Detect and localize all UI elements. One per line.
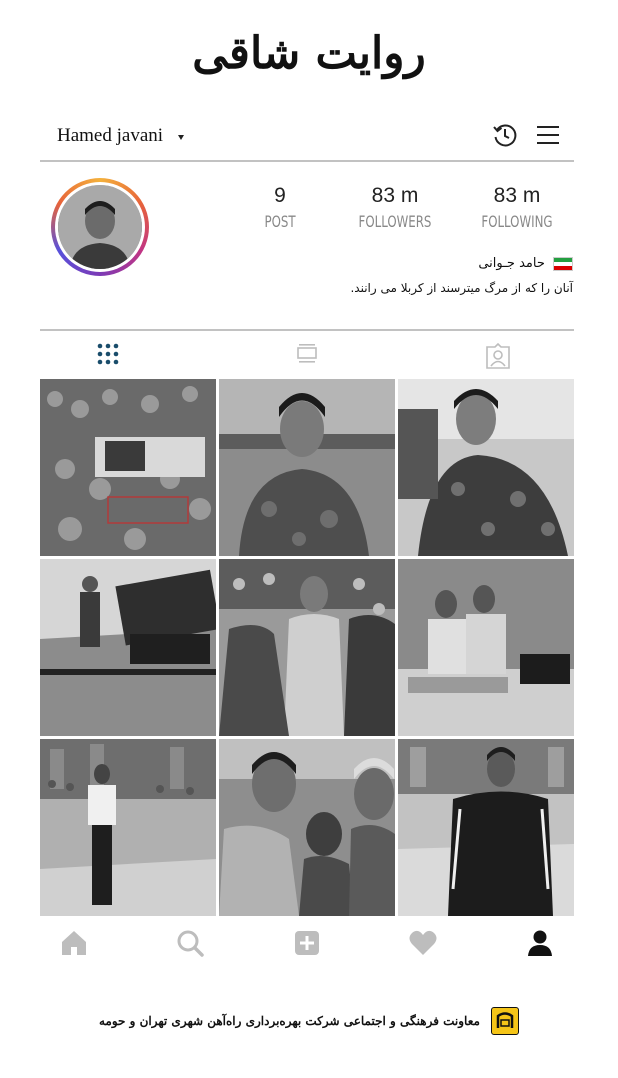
bio-text: آنان را که از مرگ میترسند از کربلا می رانند.	[350, 281, 573, 295]
sponsor-footer	[0, 1007, 618, 1037]
following-count: 83 m	[493, 184, 541, 207]
history-icon[interactable]	[492, 122, 518, 148]
grid-photo-6[interactable]	[398, 559, 574, 736]
add-post-icon[interactable]	[292, 928, 322, 958]
stack-icon	[296, 343, 318, 365]
heart-icon[interactable]	[408, 928, 438, 958]
brand-logo: روایت شاقی	[192, 28, 426, 79]
profile-photo	[58, 185, 142, 269]
following-label: FOLLOWING	[481, 212, 553, 231]
home-icon[interactable]	[59, 928, 89, 958]
tagged-user-icon	[485, 343, 511, 369]
iran-flag-icon	[553, 257, 573, 271]
grid-photo-1[interactable]	[40, 379, 216, 556]
tab-grid[interactable]	[40, 340, 218, 372]
followers-count: 83 m	[371, 184, 419, 207]
bottom-navigation	[40, 926, 574, 962]
followers-label: FOLLOWERS	[358, 212, 432, 231]
search-icon[interactable]	[175, 928, 205, 958]
grid-photo-2[interactable]	[219, 379, 395, 556]
profile-top-bar	[40, 120, 574, 160]
header-divider	[40, 160, 574, 162]
post-label: POST	[264, 212, 296, 231]
username-switcher[interactable]: Hamed javani	[57, 125, 164, 146]
sponsor-text: معاونت فرهنگی و اجتماعی شرکت بهره‌برداری راه‌آهن شهری تهران و حومه	[98, 1014, 480, 1028]
post-count: 9	[274, 184, 286, 207]
grid-photo-5[interactable]	[219, 559, 395, 736]
display-name-row	[360, 256, 573, 271]
grid-icon	[97, 343, 119, 365]
menu-icon[interactable]	[536, 124, 560, 146]
grid-photo-8[interactable]	[219, 739, 395, 916]
avatar[interactable]	[51, 178, 149, 276]
followers-stat[interactable]	[340, 184, 450, 231]
grid-photo-9[interactable]	[398, 739, 574, 916]
photo-grid	[40, 379, 575, 916]
display-name: حامد جـوانی	[478, 256, 545, 271]
tab-tagged[interactable]	[396, 340, 574, 372]
tabs-divider	[40, 329, 574, 331]
grid-photo-3[interactable]	[398, 379, 574, 556]
post-count-stat[interactable]	[225, 184, 335, 231]
profile-tabs	[40, 340, 574, 372]
grid-photo-4[interactable]	[40, 559, 216, 736]
tab-feed[interactable]	[218, 340, 396, 372]
grid-photo-7[interactable]	[40, 739, 216, 916]
profile-icon[interactable]	[525, 928, 555, 958]
following-stat[interactable]	[462, 184, 572, 231]
chevron-down-icon[interactable]	[178, 135, 184, 140]
metro-logo-icon	[491, 1007, 519, 1035]
